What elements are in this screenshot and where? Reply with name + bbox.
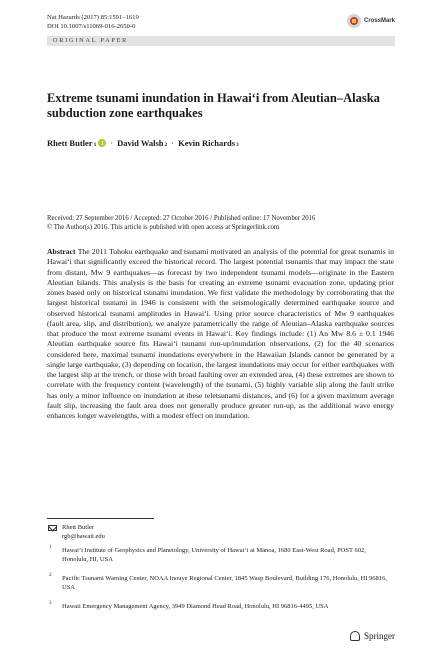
abstract: [47, 247, 394, 421]
publisher-logo: [350, 631, 395, 641]
springer-horse-icon: [350, 631, 360, 641]
journal-citation: [47, 13, 139, 31]
article-title: Extreme tsunami inundation in Hawai‘i from Aleutian–Alaska subduction zone earthquakes: [47, 91, 380, 120]
author-affiliation-ref: 2: [164, 142, 168, 148]
license-line: © The Author(s) 2016. This article is published with open access at Springerlink.com: [47, 224, 280, 231]
author-separator: ·: [171, 138, 175, 148]
author-name[interactable]: Kevin Richards: [178, 138, 236, 148]
contact-name: Rhett Butler: [62, 524, 94, 531]
author-name[interactable]: Rhett Butler: [47, 138, 93, 148]
affiliation-number: 2: [49, 573, 52, 578]
affiliation: Pacific Tsunami Warning Center, NOAA Inouye Regional Center, 1845 Wasp Boulevard, Building 176, Honolulu, HI 96816, USA: [62, 575, 387, 591]
affiliation: Hawaii Emergency Management Agency, 3949 Diamond Head Road, Honolulu, HI 96816-4495, USA: [62, 603, 329, 610]
crossmark-icon: [347, 14, 361, 28]
author-affiliation-ref: 3: [236, 142, 239, 148]
journal-line: Nat Hazards (2017) 85:1591–1619: [47, 14, 139, 21]
abstract-text: The 2011 Tohoku earthquake and tsunami motivated an analysis of the potential for great tsunamis in Hawai‘i that significantly exceed the historical record. The largest potential tsunamis that may impact the state from distant, Mw 9 earthquakes—as forecast by two independent tsunami models—originate in the Eastern Aleutian Islands. This analysis is the basis for creating an extreme tsunami evacuation zone, updating prior zones based only on historical tsunami inundation. We first validate the methodology by corroborating that the largest historical tsunami in 1946 is consistent with the seismologically determined earthquake source and observed historical tsunami amplitudes in Hawai‘i. Using prior source characteristics of Mw 9 earthquakes (fault area, slip, and distribution), we analyze parametrically the range of Aleutian–Alaska earthquake sources that produce the most extreme tsunami events in Hawai‘i. Key findings include: (1) An Mw 8.6 ± 0.1 1946 Aleutian earthquake source fits Hawai‘i tsunami run-up/inundation observations, (2) for the 40 scenarios considered here, maximal tsunami inundations everywhere in the Hawaiian Islands cannot be generated by a single large earthquake, (3) depending on location, the largest inundations may occur for either earthquakes with the largest slip at the trench, or those with broad faulting over an extended area, (4) these extremes are shown to correlate with the frequency content (wavelength) of the tsunami, (5) highly variable slip along the fault strike has only a minor influence on inundation at these teletsunami distances, and (6) for a given maximum average fault slip, increasing the fault area does not generally produce greater run-up, as the additional wave energy enhances longer wavelengths, with a modest effect on inundation.: [47, 247, 394, 420]
envelope-icon: [48, 525, 57, 531]
publication-dates: [47, 214, 315, 232]
crossmark-label: CrossMark: [363, 18, 395, 24]
section-label: ORIGINAL PAPER: [53, 37, 129, 44]
author-separator: ·: [110, 138, 114, 148]
affiliation-number: 3: [49, 601, 52, 606]
affiliation: Hawai‘i Institute of Geophysics and Planetology, University of Hawai‘i at Mānoa, 1680 East-West Road, POST 602, Honolulu, HI, USA: [62, 547, 366, 563]
footnote-divider: [47, 518, 154, 519]
contact-email[interactable]: rgb@hawaii.edu: [62, 533, 105, 540]
author-list: [47, 138, 239, 148]
orcid-icon[interactable]: [98, 139, 106, 147]
history-line: Received: 27 September 2016 / Accepted: 27 October 2016 / Published online: 17 November 2016: [47, 215, 316, 222]
doi-line[interactable]: DOI 10.1007/s11069-016-2650-0: [47, 23, 136, 30]
abstract-label: Abstract: [47, 247, 76, 256]
affiliation-number: 1: [49, 545, 52, 550]
corresponding-author: [62, 523, 105, 541]
author-name[interactable]: David Walsh: [117, 138, 164, 148]
crossmark-badge[interactable]: [347, 14, 395, 28]
publisher-name: Springer: [364, 631, 395, 641]
author-affiliation-ref: 1: [93, 142, 97, 148]
